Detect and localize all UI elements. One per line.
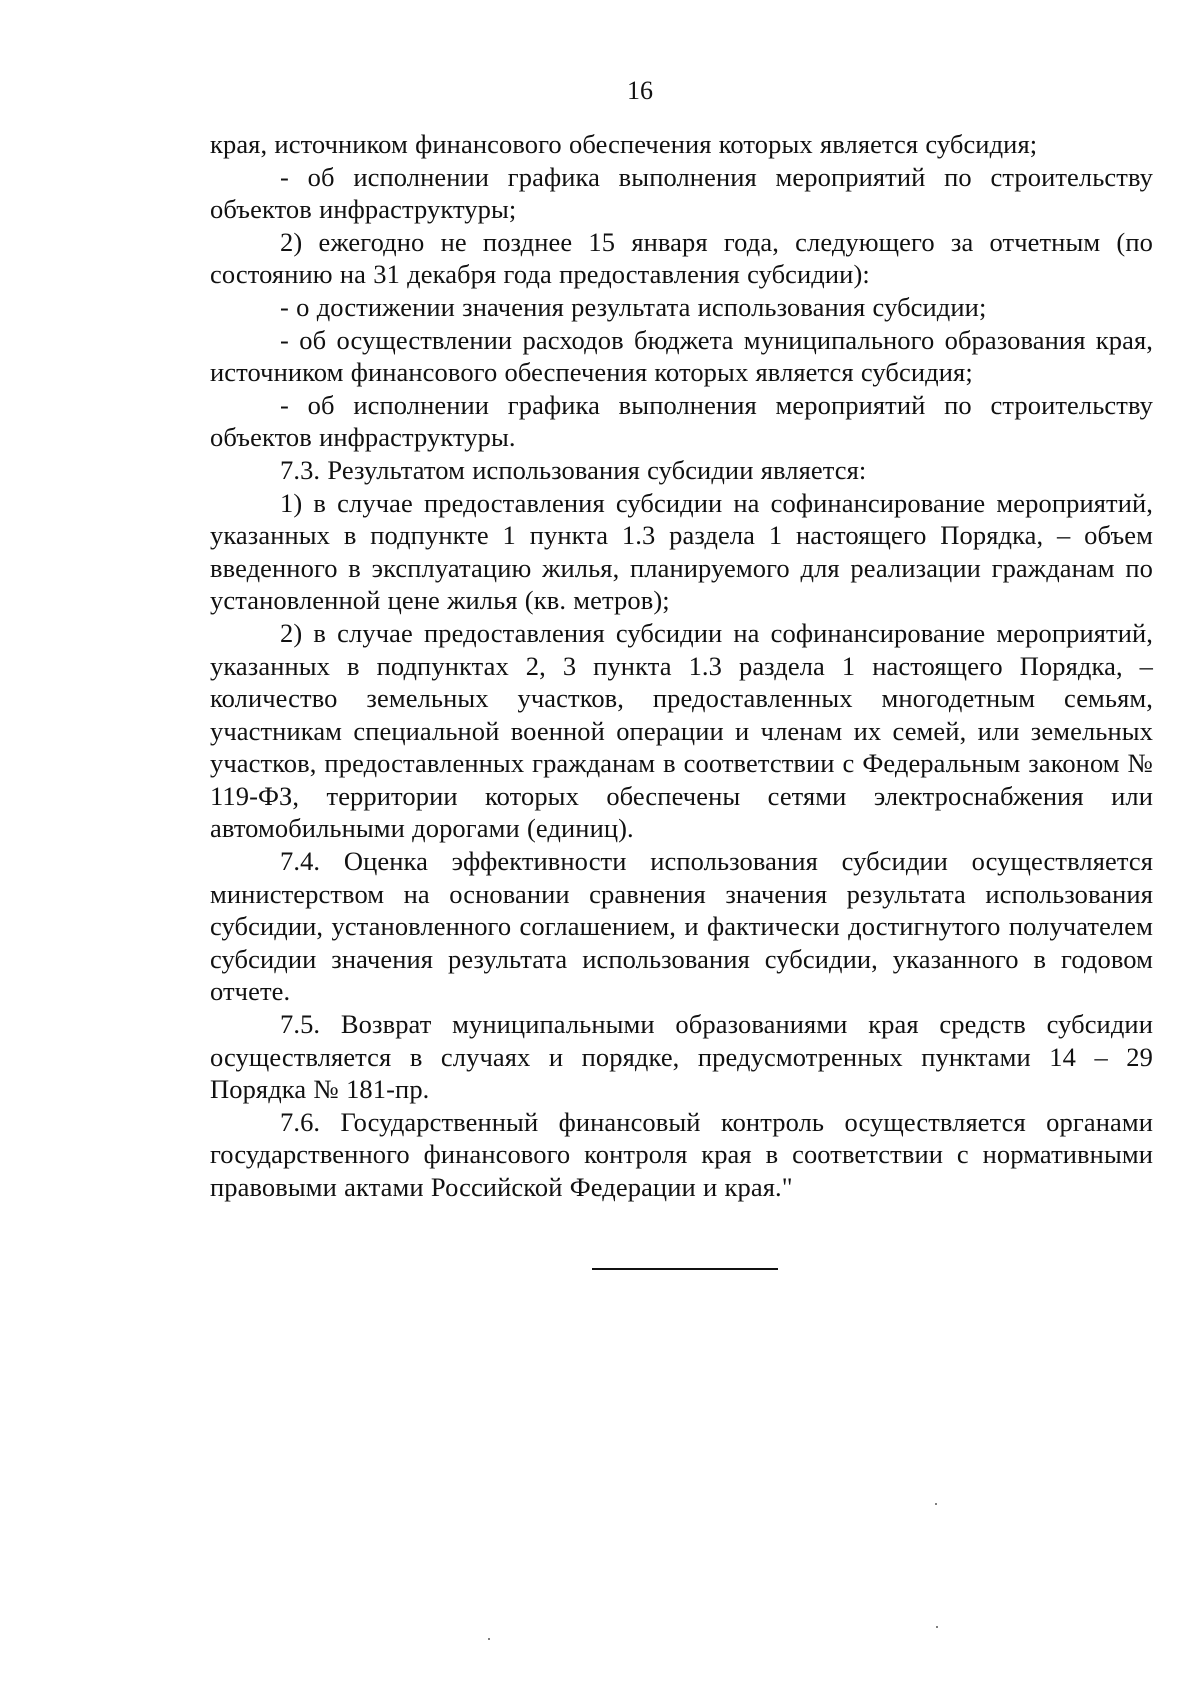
- scan-speck: [935, 1503, 937, 1505]
- paragraph-annual-report-deadline: 2) ежегодно не позднее 15 января года, следующего за отчетным (по состоянию на 31 декабря года предоставления субсидии):: [210, 226, 1153, 290]
- paragraph-continuation: края, источником финансового обеспечения которых является субсидия;: [210, 129, 1038, 159]
- paragraph-7-5: 7.5. Возврат муниципальными образованиями края средств субсидии осуществляется в случаях и порядке, предусмотренных пунктами 14 – 29 Порядка № 181-пр.: [210, 1009, 1153, 1105]
- scan-speck: [488, 1638, 490, 1640]
- paragraph-7-6: 7.6. Государственный финансовый контроль осуществляется органами государственного финансового контроля края в соответствии с нормативными правовыми актами Российской Федерации и края.": [210, 1106, 1153, 1202]
- paragraph-7-3: 7.3. Результатом использования субсидии является:: [280, 454, 867, 485]
- paragraph-7-4: 7.4. Оценка эффективности использования субсидии осуществляется министерством на основании сравнения значения результата использования субсидии, установленного соглашением, и фактически достигнутого получателем субсидии значения результата использования субсидии, указанного в годовом отчете.: [210, 846, 1153, 1007]
- end-of-document-rule: [592, 1268, 778, 1270]
- paragraph-schedule-execution-1: - об исполнении графика выполнения мероприятий по строительству объектов инфраструктуры;: [210, 161, 1153, 225]
- paragraph-7-3-item-2: 2) в случае предоставления субсидии на софинансирование мероприятий, указанных в подпунктах 2, 3 пункта 1.3 раздела 1 настоящего Порядка, – количество земельных участков, предоставленных многодетным семьям, участникам специальной военной операции и членам их семей, или земельных участков, предоставленных гражданам в соответствии с Федеральным законом № 119-ФЗ, территории которых обеспечены сетями электроснабжения или автомобильными дорогами (единиц).: [210, 617, 1153, 844]
- paragraph-schedule-execution-2: - об исполнении графика выполнения мероприятий по строительству объектов инфраструктуры.: [210, 389, 1153, 453]
- scan-speck: [936, 1626, 938, 1628]
- paragraph-result-achievement: - о достижении значения результата использования субсидии;: [280, 291, 987, 322]
- page-number: 16: [627, 76, 653, 105]
- paragraph-7-3-item-1: 1) в случае предоставления субсидии на софинансирование мероприятий, указанных в подпункте 1 пункта 1.3 раздела 1 настоящего Порядка, – объем введенного в эксплуатацию жилья, планируемого для реализации гражданам по установленной цене жилья (кв. метров);: [210, 487, 1153, 616]
- paragraph-budget-expenses: - об осуществлении расходов бюджета муниципального образования края, источником финансового обеспечения которых является субсидия;: [210, 324, 1153, 388]
- document-body: [210, 128, 1153, 1204]
